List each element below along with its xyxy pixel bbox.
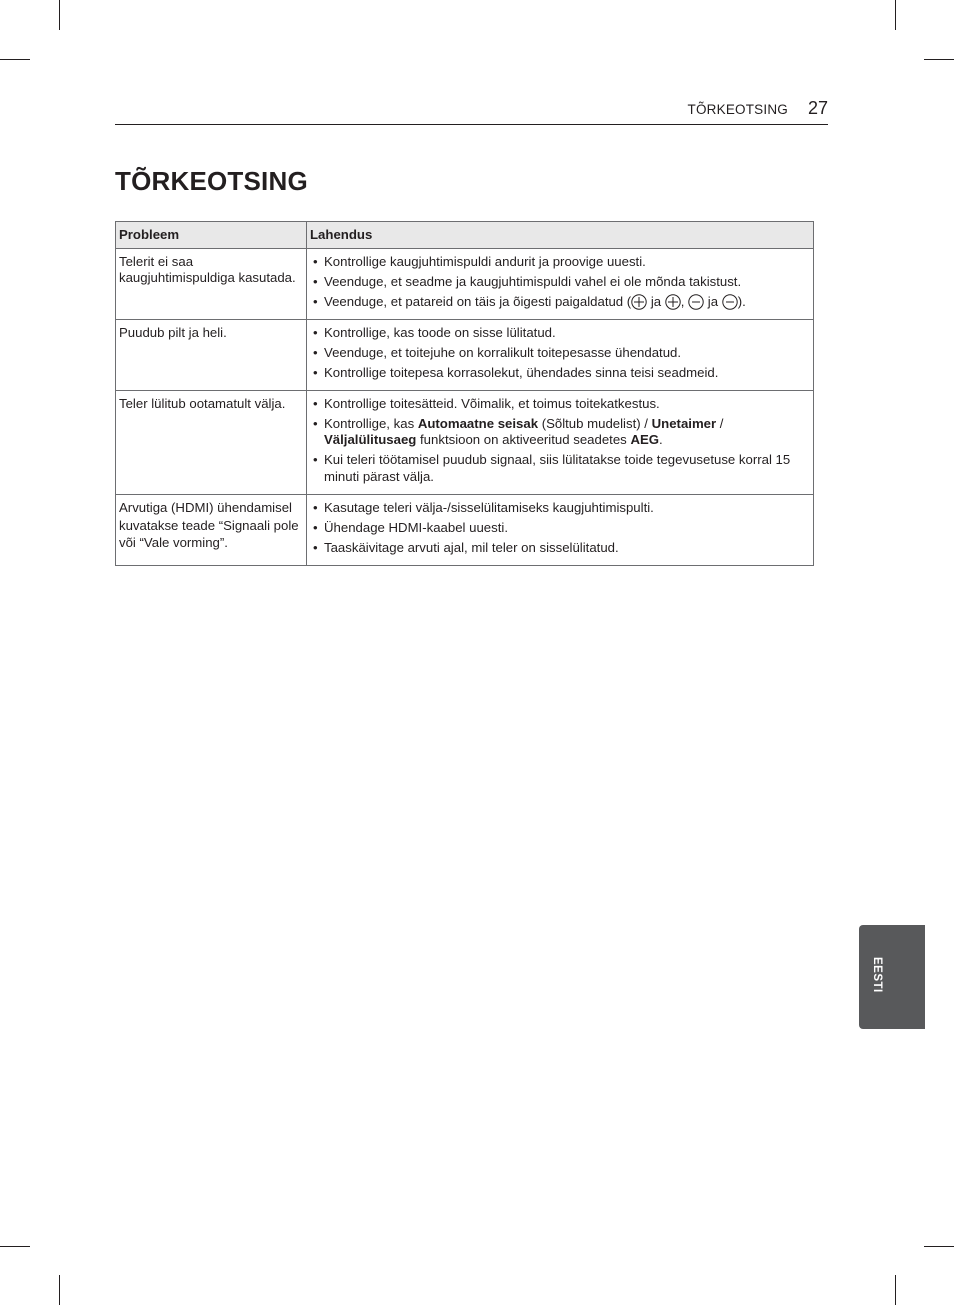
setting-name: Automaatne seisak (417, 415, 539, 431)
list-item: • Veenduge, et toitejuhe on korralikult toitepesasse ühendatud. (313, 345, 807, 362)
crop-mark (924, 59, 954, 60)
inline-text: (Sõltub mudelist) / (538, 415, 652, 431)
list-item: • Kontrollige toitepesa korrasolekut, ühendades sinna teisi seadmeid. (313, 365, 807, 382)
solution-cell (307, 390, 814, 494)
solution-list (313, 500, 807, 557)
problem-line: Arvutiga (HDMI) ühendamisel (119, 499, 292, 515)
problem-line: kuvatakse teade “Signaali pole või “Vale vorming”. (119, 518, 299, 550)
list-item: • Kasutage teleri välja-/sisselülitamiseks kaugjuhtimispulti. (313, 500, 807, 517)
running-header (115, 98, 828, 125)
minus-terminal-icon (722, 294, 738, 310)
problem-cell: Telerit ei saa kaugjuhtimispuldiga kasutada. (116, 248, 307, 319)
battery-text: Veenduge, et patareid on täis ja õigesti paigaldatud ( (324, 293, 632, 309)
crop-mark (0, 59, 30, 60)
solution-list (313, 325, 807, 382)
plus-terminal-icon (631, 294, 647, 310)
inline-text: funktsioon on aktiveeritud seadetes (416, 432, 631, 447)
crop-mark (924, 1246, 954, 1247)
crop-mark (0, 1246, 30, 1247)
crop-mark (895, 1275, 896, 1305)
list-item: • Ühendage HDMI-kaabel uuesti. (313, 520, 807, 537)
setting-name: Väljalülitusaeg (324, 432, 417, 447)
solution-cell (307, 494, 814, 565)
header-section-title: TÕRKEOTSING (687, 102, 788, 117)
inline-text: / (716, 415, 724, 431)
problem-cell: Teler lülitub ootamatult välja. (116, 390, 307, 494)
plus-terminal-icon (665, 294, 681, 310)
setting-name: Unetaimer (651, 415, 717, 431)
solution-list (313, 254, 807, 311)
crop-mark (59, 0, 60, 30)
solution-cell (307, 248, 814, 319)
solution-list (313, 396, 807, 486)
list-item: • Veenduge, et seadme ja kaugjuhtimispuldi vahel ei ole mõnda takistust. (313, 274, 807, 291)
problem-cell (116, 494, 307, 565)
battery-text: ja (647, 293, 665, 309)
column-header-problem: Probleem (116, 222, 307, 249)
table-row (116, 390, 814, 494)
inline-text: . (659, 432, 663, 447)
page-number: 27 (807, 98, 828, 118)
language-label: EESTI (871, 957, 883, 993)
battery-text: ja (704, 293, 722, 309)
column-header-solution: Lahendus (307, 222, 814, 249)
page-title: TÕRKEOTSING (115, 166, 308, 196)
language-tab (859, 925, 925, 1029)
list-item (313, 294, 807, 311)
list-item: • Kontrollige toitesätteid. Võimalik, et toimus toitekatkestus. (313, 396, 807, 413)
list-item: • Kui teleri töötamisel puudub signaal, siis lülitatakse toide tegevusetuse korral 15 minuti pärast välja. (313, 452, 807, 485)
list-item (313, 416, 807, 449)
menu-name: AEG (630, 432, 660, 447)
table-header-row (116, 222, 814, 249)
list-item: • Kontrollige kaugjuhtimispuldi andurit ja proovige uuesti. (313, 254, 807, 271)
crop-mark (895, 0, 896, 30)
crop-mark (59, 1275, 60, 1305)
solution-cell (307, 319, 814, 390)
list-item: • Taaskäivitage arvuti ajal, mil teler on sisselülitatud. (313, 540, 807, 557)
inline-text: Kontrollige, kas (324, 415, 418, 431)
troubleshooting-table (115, 221, 814, 566)
problem-cell: Puudub pilt ja heli. (116, 319, 307, 390)
battery-text: , (680, 293, 689, 309)
table-row (116, 319, 814, 390)
list-item: • Kontrollige, kas toode on sisse lülitatud. (313, 325, 807, 342)
battery-text: ). (737, 293, 746, 309)
table-row (116, 248, 814, 319)
minus-terminal-icon (688, 294, 704, 310)
table-row (116, 494, 814, 565)
